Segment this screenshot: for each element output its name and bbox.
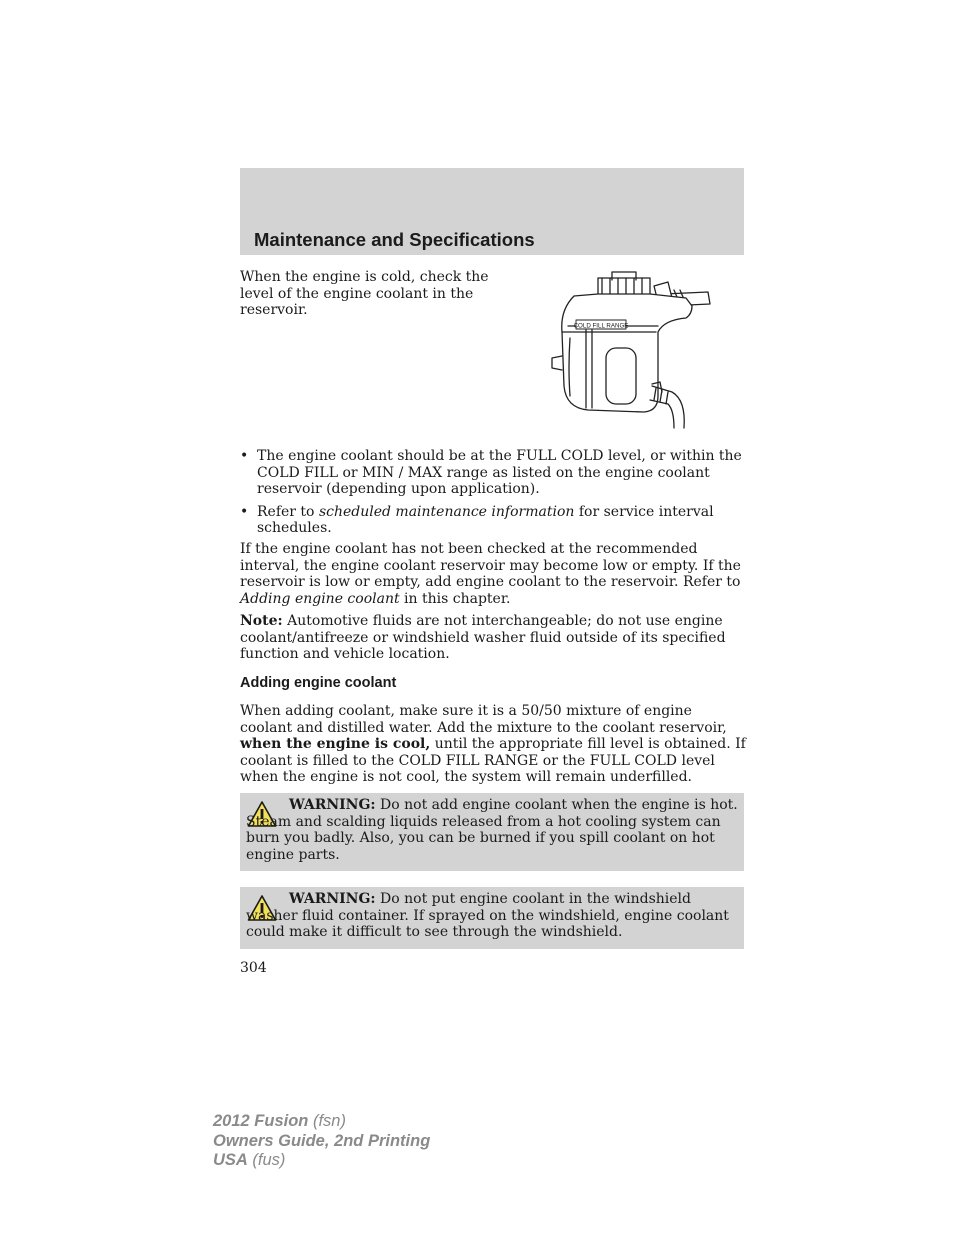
bullet-text-pre: Refer to xyxy=(257,503,319,520)
paragraph-text: When adding coolant, make sure it is a 50/50 mixture of engine coolant and distilled water. Add the mixture to the coolant reservoir, xyxy=(240,703,727,736)
document-footer xyxy=(213,1112,430,1171)
italic-reference: Adding engine coolant xyxy=(240,590,400,607)
note-text: Automotive fluids are not interchangeable; do not use engine coolant/antifreeze or windshield washer fluid outside of its specified function and vehicle location. xyxy=(240,613,726,662)
warning-body: Do not put engine coolant in the windshield washer fluid container. If sprayed on the windshield, engine coolant could make it difficult to see through the windshield. xyxy=(246,891,729,940)
intro-paragraph: When the engine is cold, check the level of the engine coolant in the reservoir. xyxy=(240,269,489,318)
bullet-italic-reference: scheduled maintenance information xyxy=(318,503,575,520)
page-number: 304 xyxy=(240,960,267,976)
check-interval-paragraph xyxy=(240,541,746,607)
bullet-text: The engine coolant should be at the FULL COLD level, or within the COLD FILL or MIN / MAX range as listed on the engine coolant reservoir (depending upon application). xyxy=(257,448,742,497)
warning-box xyxy=(240,793,744,871)
warning-text xyxy=(246,797,740,863)
warning-body: Do not add engine coolant when the engine is hot. Steam and scalding liquids released from a hot cooling system can burn you badly. Also, you can be burned if you spill coolant on hot engine parts. xyxy=(246,797,738,863)
bullet-dot: • xyxy=(240,448,249,464)
warning-label: WARNING: xyxy=(289,797,376,813)
footer-market: USA xyxy=(213,1151,248,1169)
bullet-item xyxy=(240,504,744,537)
adding-coolant-paragraph xyxy=(240,703,746,786)
warning-text xyxy=(246,891,740,941)
paragraph-text: If the engine coolant has not been checked at the recommended interval, the engine coolant reservoir may become low or empty. If the reservoir is low or empty, add engine coolant to the reservoir. Refer to xyxy=(240,541,741,590)
coolant-reservoir-illustration xyxy=(546,268,716,430)
paragraph-text: in this chapter. xyxy=(399,590,511,607)
bullet-dot: • xyxy=(240,503,249,520)
subsection-heading: Adding engine coolant xyxy=(240,675,397,691)
paragraph-text: until the appropriate fill level is obtained. If coolant is filled to the COLD FILL RANGE or the FULL COLD level when the engine is not cool, the system will remain underfilled. xyxy=(240,736,746,785)
warning-label: WARNING: xyxy=(289,891,376,907)
footer-guide-edition: Owners Guide, 2nd Printing xyxy=(213,1131,431,1150)
bullet-list xyxy=(240,448,744,543)
footer-model-code: (fsn) xyxy=(308,1112,346,1130)
footer-model: 2012 Fusion xyxy=(213,1112,309,1130)
warning-box xyxy=(240,887,744,949)
bullet-text-post: for service interval schedules. xyxy=(257,503,714,536)
cold-fill-range-label: COLD FILL RANGE xyxy=(573,322,629,330)
footer-market-code: (fus) xyxy=(247,1151,286,1169)
section-title: Maintenance and Specifications xyxy=(254,229,535,250)
bold-emphasis: when the engine is cool, xyxy=(240,736,431,752)
bullet-item xyxy=(240,448,744,498)
note-paragraph xyxy=(240,613,746,663)
note-label: Note: xyxy=(240,613,283,629)
